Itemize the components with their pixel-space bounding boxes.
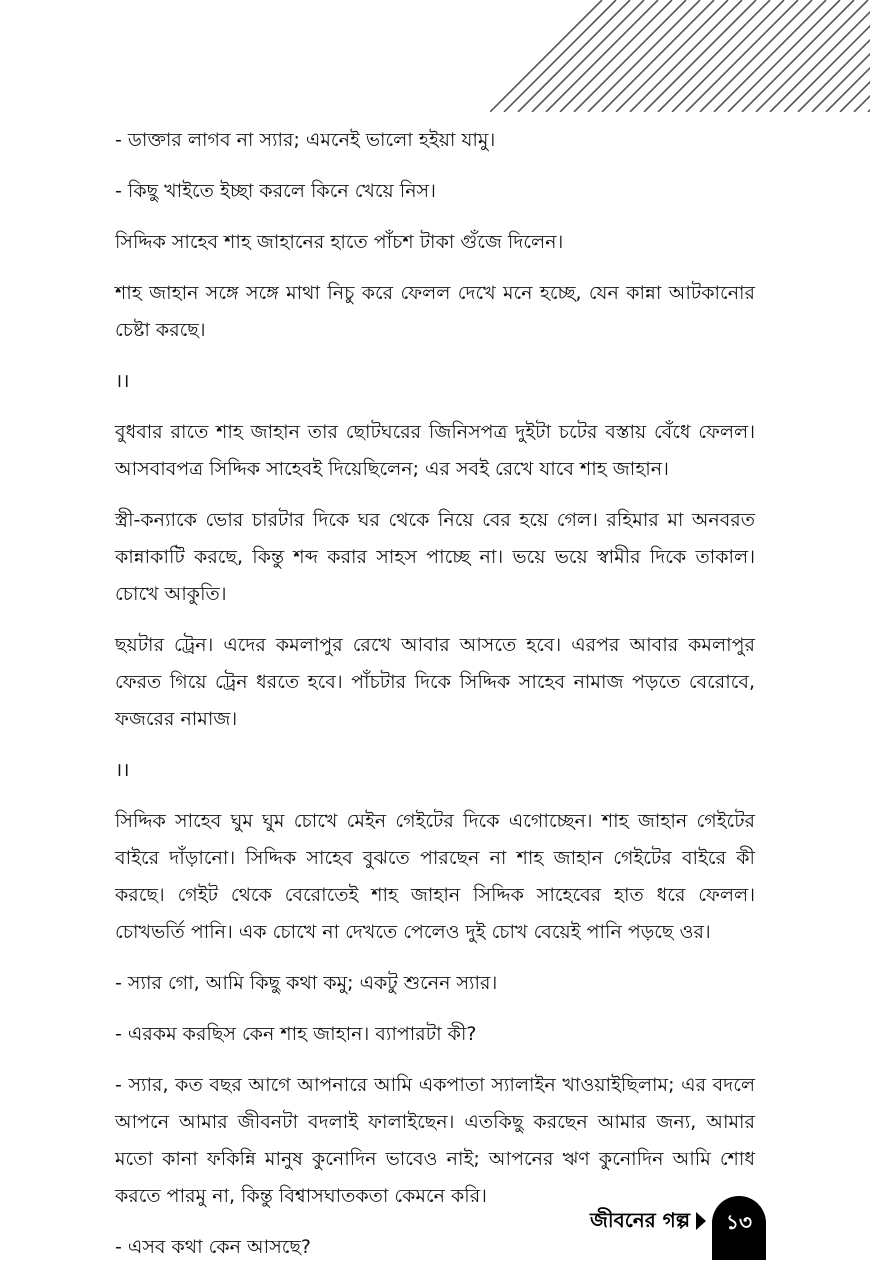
- hatch-line: [714, 0, 826, 112]
- hatch-line: [826, 0, 870, 112]
- section-break: ।।: [115, 759, 130, 781]
- dialogue-line: - কিছু খাইতে ইচ্ছা করলে কিনে খেয়ে নিস।: [115, 180, 436, 202]
- page-body: [115, 122, 755, 1280]
- page-number-badge: [712, 1196, 766, 1260]
- hatch-line: [644, 0, 756, 112]
- dialogue-line: - ডাক্তার লাগব না স্যার; এমনেই ভালো হইয়া যামু।: [115, 129, 496, 151]
- hatch-line: [686, 0, 798, 112]
- paragraph: শাহ জাহান সঙ্গে সঙ্গে মাথা নিচু করে ফেলল দেখে মনে হচ্ছে, যেন কান্না আটকানোর চেষ্টা করছে।: [115, 282, 755, 341]
- dialogue-line: - স্যার, কত বছর আগে আপনারে আমি একপাতা স্যালাইন খাওয়াইছিলাম; এর বদলে আপনে আমার জীবনটা বদলাই ফালাইছেন। এতকিছু করছেন আমার জন্য, আমার মতো কানা ফকিন্নি মানুষ কুনোদিন ভাবেও নাই; আপনের ঋণ কুনোদিন আমি শোধ করতে পারমু না, কিন্তু বিশ্বাসঘাতকতা কেমনে করি।: [115, 1074, 755, 1207]
- triangle-arrow-icon: [696, 1212, 706, 1230]
- book-title: জীবনের গল্প: [590, 1208, 691, 1232]
- corner-hatch-decoration: [490, 0, 870, 112]
- hatch-line: [742, 0, 854, 112]
- hatch-line: [490, 0, 602, 112]
- page-footer: [590, 1196, 870, 1246]
- hatch-line: [574, 0, 686, 112]
- hatch-line: [560, 0, 672, 112]
- dialogue-line: - এসব কথা কেন আসছে?: [115, 1236, 311, 1258]
- hatch-line: [518, 0, 630, 112]
- dialogue-line: - স্যার গো, আমি কিছু কথা কমু; একটু শুনেন স্যার।: [115, 972, 498, 994]
- paragraph: বুধবার রাতে শাহ জাহান তার ছোটঘরের জিনিসপত্র দুইটা চটের বস্তায় বেঁধে ফেলল। আসবাবপত্র সিদ্দিক সাহেবই দিয়েছিলেন; এর সবই রেখে যাবে শাহ জাহান।: [115, 421, 755, 480]
- paragraph: ছয়টার ট্রেন। এদের কমলাপুর রেখে আবার আসতে হবে। এরপর আবার কমলাপুর ফেরত গিয়ে ট্রেন ধরতে হবে। পাঁচটার দিকে সিদ্দিক সাহেব নামাজ পড়তে বেরোবে, ফজরের নামাজ।: [115, 634, 755, 730]
- hatch-line: [728, 0, 840, 112]
- hatch-line: [532, 0, 644, 112]
- hatch-line: [658, 0, 770, 112]
- paragraph: সিদ্দিক সাহেব শাহ জাহানের হাতে পাঁচশ টাকা গুঁজে দিলেন।: [115, 231, 564, 253]
- hatch-line: [630, 0, 742, 112]
- hatch-line: [672, 0, 784, 112]
- section-break: ।।: [115, 370, 130, 392]
- paragraph: স্ত্রী-কন্যাকে ভোর চারটার দিকে ঘর থেকে নিয়ে বের হয়ে গেল। রহিমার মা অনবরত কান্নাকাটি করছে, কিন্তু শব্দ করার সাহস পাচ্ছে না। ভয়ে ভয়ে স্বামীর দিকে তাকাল। চোখে আকুতি।: [115, 509, 755, 605]
- hatch-line: [700, 0, 812, 112]
- hatch-line: [616, 0, 728, 112]
- paragraph: সিদ্দিক সাহেব ঘুম ঘুম চোখে মেইন গেইটের দিকে এগোচ্ছেন। শাহ জাহান গেইটের বাইরে দাঁড়ানো। সিদ্দিক সাহেব বুঝতে পারছেন না শাহ জাহান গেইটের বাইরে কী করছে। গেইট থেকে বেরোতেই শাহ জাহান সিদ্দিক সাহেবের হাত ধরে ফেলল। চোখভর্তি পানি। এক চোখে না দেখতে পেলেও দুই চোখ বেয়েই পানি পড়ছে ওর।: [115, 810, 755, 943]
- page-number: ১৩: [726, 1210, 752, 1234]
- dialogue-line: - এরকম করছিস কেন শাহ জাহান। ব্যাপারটা কী?: [115, 1023, 477, 1045]
- hatch-line: [504, 0, 616, 112]
- hatch-line: [602, 0, 714, 112]
- hatch-line: [756, 0, 868, 112]
- hatch-line: [588, 0, 700, 112]
- hatch-line: [546, 0, 658, 112]
